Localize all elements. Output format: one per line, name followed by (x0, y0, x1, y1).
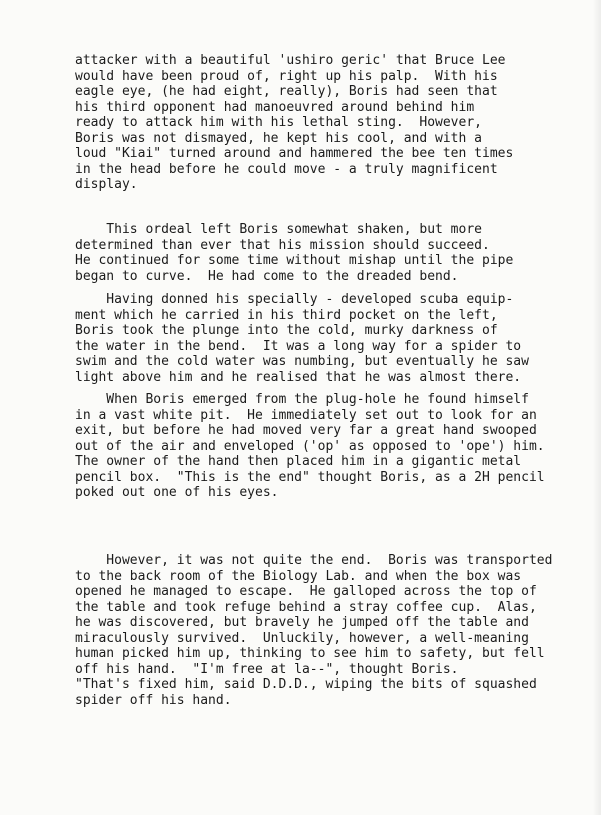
text-line: out of the air and enveloped ('op' as opposed to 'ope') him. (75, 438, 545, 454)
text-line: spider off his hand. (75, 692, 232, 708)
text-line: attacker with a beautiful 'ushiro geric' that Bruce Lee (75, 53, 506, 68)
text-line: began to curve. He had come to the dreaded bend. (75, 268, 459, 284)
text-line: the table and took refuge behind a stray coffee cup. Alas, (75, 599, 537, 615)
text-line: "That's fixed him, said D.D.D., wiping the bits of squashed (75, 677, 537, 692)
text-line: miraculously survived. Unluckily, however, a well-meaning (75, 630, 529, 646)
paragraph-5 (75, 553, 575, 708)
text-line: in the head before he could move - a truly magnificent (75, 161, 498, 177)
text-line: his third opponent had manoeuvred around behind him (75, 99, 475, 115)
text-line: would have been proud of, right up his palp. With his (75, 68, 498, 84)
text-line: light above him and he realised that he was almost there. (75, 369, 522, 385)
text-line: pencil box. "This is the end" thought Boris, as a 2H pencil (75, 469, 545, 485)
text-line: The owner of the hand then placed him in a gigantic metal (75, 454, 522, 469)
text-line: swim and the cold water was numbing, but eventually he saw (75, 354, 529, 369)
text-line: to the back room of the Biology Lab. and when the box was (75, 568, 522, 584)
text-line: opened he managed to escape. He galloped across the top of (75, 584, 537, 599)
page-edge (593, 0, 601, 815)
paragraph-1 (75, 53, 575, 193)
text-line: ment which he carried in his third pocket on the left, (75, 307, 498, 323)
text-line: exit, but before he had moved very far a great hand swooped (75, 423, 537, 438)
text-line: poked out one of his eyes. (75, 485, 279, 500)
text-line: However, it was not quite the end. Boris was transported (75, 553, 553, 568)
text-line: Having donned his specially - developed scuba equip- (75, 292, 514, 307)
text-line: the water in the bend. It was a long way for a spider to (75, 338, 522, 354)
paragraph-4 (75, 392, 575, 501)
paragraph-2 (75, 222, 575, 284)
text-line: human picked him up, thinking to see him to safety, but fell (75, 646, 545, 661)
text-line: Boris was not dismayed, he kept his cool, and with a (75, 130, 482, 146)
text-line: loud "Kiai" turned around and hammered the bee ten times (75, 146, 514, 161)
text-line: When Boris emerged from the plug-hole he found himself (75, 392, 529, 407)
text-line: eagle eye, (he had eight, really), Boris had seen that (75, 84, 498, 99)
text-line: he was discovered, but bravely he jumped off the table and (75, 615, 529, 630)
text-line: This ordeal left Boris somewhat shaken, but more (75, 222, 482, 237)
text-line: Boris took the plunge into the cold, murky darkness of (75, 323, 498, 338)
text-line: determined than ever that his mission should succeed. (75, 237, 490, 253)
text-line: ready to attack him with his lethal sting. However, (75, 115, 482, 130)
paragraph-3 (75, 292, 575, 385)
text-line: off his hand. "I'm free at la--", thought Boris. (75, 661, 459, 677)
text-line: He continued for some time without mishap until the pipe (75, 253, 514, 268)
text-line: display. (75, 177, 138, 192)
text-line: in a vast white pit. He immediately set out to look for an (75, 407, 537, 423)
